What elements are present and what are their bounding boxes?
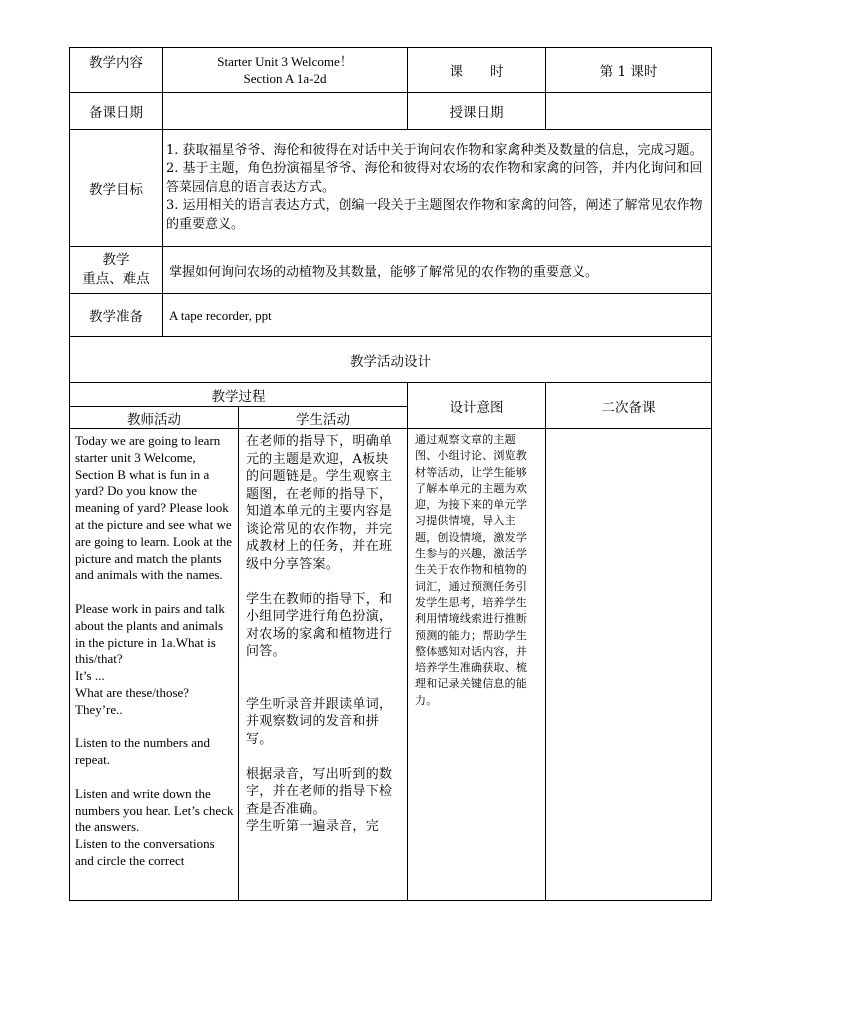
student-paragraph: 学生在教师的指导下，和小组同学进行角色扮演，对农场的家禽和植物进行问答。 — [246, 591, 393, 659]
student-paragraph: 在老师的指导下，明确单元的主题是欢迎，A板块的问题链是。学生观察主题图，在老师的指导下，知道本单元的主要内容是谈论常见的农作物，并完成教材上的任务，并在班级中分享答案。 — [246, 434, 393, 572]
goal-item: 2. 基于主题，角色扮演福星爷爷、海伦和彼得对农场的农作物和家禽的问答，并内化询问和回答菜园信息的语言表达方式。 — [166, 161, 703, 195]
intent-header: 设计意图 — [408, 383, 546, 429]
teacher-paragraph: Listen and write down the numbers you hear. Let’s check the answers. — [75, 785, 234, 835]
teacher-line: They’re.. — [75, 701, 123, 717]
prep-date-value — [163, 93, 408, 130]
teach-date-value — [546, 93, 712, 130]
teach-date-label: 授课日期 — [408, 93, 546, 130]
goals-label: 教学目标 — [70, 130, 163, 247]
lesson-plan-table — [69, 47, 712, 901]
teacher-line: What are these/those? — [75, 684, 190, 700]
student-activity-cell — [239, 429, 408, 901]
content-line-1: Starter Unit 3 Welcome！ — [217, 54, 353, 69]
focus-label-line-2: 重点、难点 — [82, 271, 150, 287]
focus-text: 掌握如何询问农场的动植物及其数量，能够了解常见的农作物的重要意义。 — [163, 247, 712, 294]
row-dates — [70, 93, 712, 130]
process-header: 教学过程 — [70, 383, 408, 407]
row-activities — [70, 429, 712, 901]
content-value — [163, 48, 408, 93]
goal-item: 1. 获取福星爷爷、海伦和彼得在对话中关于询问农作物和家禽种类及数量的信息，完成习题。 — [166, 142, 703, 158]
activity-title: 教学活动设计 — [70, 337, 712, 383]
content-label: 教学内容 — [70, 48, 163, 93]
row-focus — [70, 247, 712, 294]
focus-label-line-1: 教学 — [102, 252, 130, 268]
teacher-paragraph: Please work in pairs and talk about the plants and animals in the picture in 1a.What is this/that? — [75, 600, 225, 667]
focus-label — [70, 247, 163, 294]
student-paragraph: 学生听录音并跟读单词，并观察数词的发音和拼写。 — [246, 696, 393, 747]
goals-text — [163, 130, 712, 247]
design-intent-cell: 通过观察文章的主题图、小组讨论、浏览教材等活动，让学生能够了解本单元的主题为欢迎，为接下来的单元学习提供情境，导入主题，创设情境，激发学生参与的兴趣，激活学生关于农作物和植物的词汇，通过预测任务引发学生思考，培养学生利用情境线索进行推断预测的能力；帮助学生整体感知对话内容，并培养学生准确获取、梳理和记录关键信息的能力。 — [408, 429, 546, 901]
row-content — [70, 48, 712, 93]
prep-text: A tape recorder, ppt — [163, 294, 712, 337]
row-goals — [70, 130, 712, 247]
teacher-paragraph: Listen to the conversations and circle the correct — [75, 836, 215, 868]
row-process-header — [70, 383, 712, 407]
teacher-paragraph: Today we are going to learn starter unit 3 Welcome, Section B what is fun in a yard? Do you know the meaning of yard? Please look at the picture and see what we are going to learn. Look at the picture and match the plants and animals with the names. — [75, 433, 233, 583]
teacher-header: 教师活动 — [70, 407, 239, 429]
student-header: 学生活动 — [239, 407, 408, 429]
row-prep — [70, 294, 712, 337]
prep-label: 教学准备 — [70, 294, 163, 337]
goal-item: 3. 运用相关的语言表达方式，创编一段关于主题图农作物和家禽的问答，阐述了解常见农作物的重要意义。 — [166, 198, 703, 232]
prep-date-label: 备课日期 — [70, 93, 163, 130]
teacher-activity-cell — [70, 429, 239, 901]
period-label: 课 时 — [408, 48, 546, 93]
row-activity-title — [70, 337, 712, 383]
content-line-2: Section A 1a-2d — [243, 71, 327, 86]
student-paragraph: 根据录音，写出听到的数字，并在老师的指导下检查是否准确。 — [246, 766, 393, 817]
teacher-line: It’s ... — [75, 668, 105, 684]
period-value: 第 1 课时 — [546, 48, 712, 93]
second-prep-header: 二次备课 — [546, 383, 712, 429]
teacher-paragraph: Listen to the numbers and repeat. — [75, 735, 211, 768]
second-prep-cell — [546, 429, 712, 901]
student-paragraph: 学生听第一遍录音，完 — [246, 819, 380, 834]
